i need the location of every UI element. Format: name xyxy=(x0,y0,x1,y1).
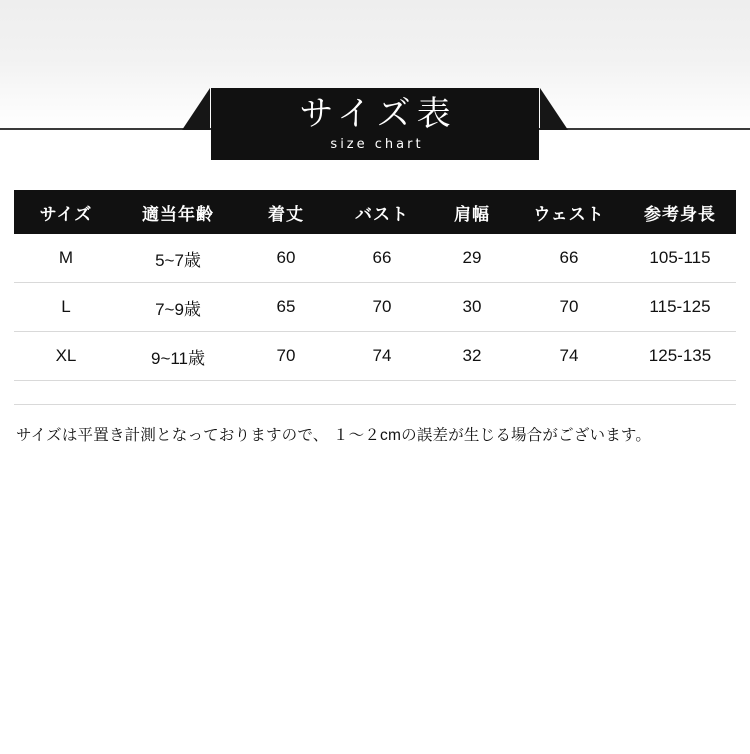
cell-height: 115-125 xyxy=(624,283,736,332)
table-header xyxy=(14,190,736,234)
cell-waist: 74 xyxy=(514,332,624,381)
cell-length: 65 xyxy=(238,283,334,332)
cell-bust: 66 xyxy=(334,234,430,283)
cell-shoulder: 32 xyxy=(430,332,514,381)
column-header-size: サイズ xyxy=(14,190,118,234)
cell-waist: 70 xyxy=(514,283,624,332)
table-row xyxy=(14,283,736,332)
column-header-height: 参考身長 xyxy=(624,190,736,234)
cell-shoulder: 29 xyxy=(430,234,514,283)
cell-size: L xyxy=(14,283,118,332)
size-table xyxy=(14,190,736,381)
banner-title: サイズ表 xyxy=(299,94,457,133)
size-table-container xyxy=(14,190,736,381)
column-header-shoulder: 肩幅 xyxy=(430,190,514,234)
cell-length: 60 xyxy=(238,234,334,283)
banner-subtitle: size chart xyxy=(330,137,424,153)
cell-length: 70 xyxy=(238,332,334,381)
table-body xyxy=(14,234,736,381)
banner-plate xyxy=(211,88,539,160)
cell-bust: 70 xyxy=(334,283,430,332)
cell-height: 125-135 xyxy=(624,332,736,381)
cell-age: 9~11歳 xyxy=(118,332,238,381)
note-divider xyxy=(14,404,736,405)
banner-wing-left xyxy=(182,88,210,130)
cell-shoulder: 30 xyxy=(430,283,514,332)
table-row xyxy=(14,332,736,381)
cell-size: XL xyxy=(14,332,118,381)
cell-age: 5~7歳 xyxy=(118,234,238,283)
cell-age: 7~9歳 xyxy=(118,283,238,332)
cell-size: M xyxy=(14,234,118,283)
measurement-note: サイズは平置き計測となっておりますので、 １～２cmの誤差が生じる場合がございます。 xyxy=(16,427,652,444)
column-header-age: 適当年齢 xyxy=(118,190,238,234)
banner xyxy=(189,88,561,168)
column-header-waist: ウェスト xyxy=(514,190,624,234)
column-header-length: 着丈 xyxy=(238,190,334,234)
column-header-bust: バスト xyxy=(334,190,430,234)
banner-wing-right xyxy=(540,88,568,130)
cell-height: 105-115 xyxy=(624,234,736,283)
table-row xyxy=(14,234,736,283)
bottom-blank-area xyxy=(0,470,750,754)
cell-waist: 66 xyxy=(514,234,624,283)
table-header-row xyxy=(14,190,736,234)
cell-bust: 74 xyxy=(334,332,430,381)
